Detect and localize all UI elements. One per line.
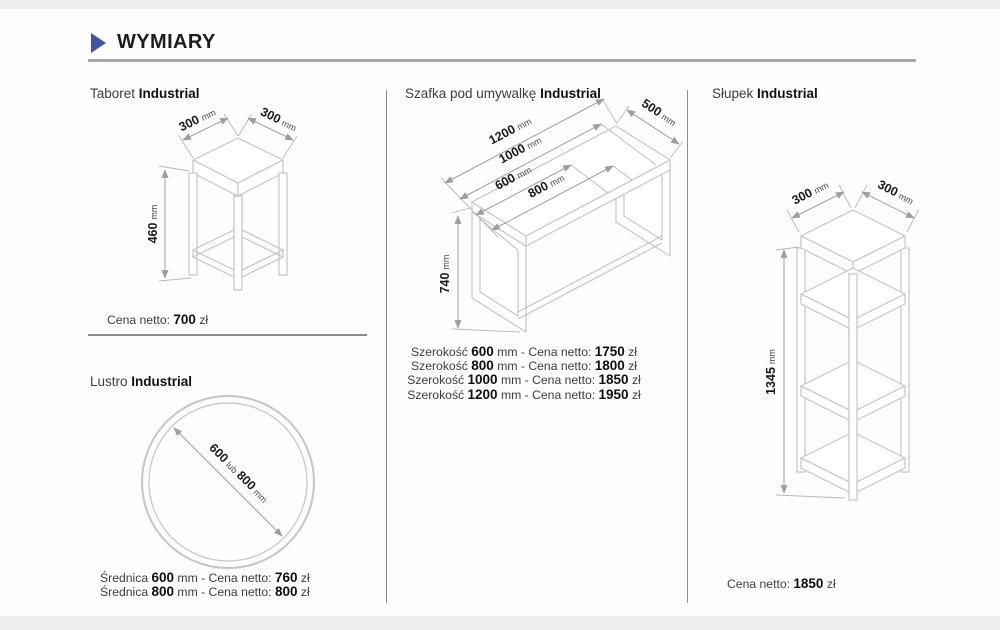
lustro-price-row: Średnica 600 mm - Cena netto: 760 zł (100, 570, 310, 585)
lustro-drawing (128, 388, 323, 578)
szafka-price-row: Szerokość 1000 mm - Cena netto: 1850 zł (407, 372, 641, 388)
left-column-separator (88, 334, 367, 336)
taboret-drawing (143, 106, 323, 306)
szafka-dim-1200: 1200mm (486, 116, 534, 148)
mirror-dimensions (174, 428, 282, 536)
taboret-dim-height: 460mm (146, 204, 160, 244)
taboret-dim-top-right: 300mm (258, 104, 298, 134)
szafka-price-list (405, 345, 643, 402)
page-title: WYMIARY (117, 31, 216, 53)
szafka-title: Szafka pod umywalkę Industrial (405, 86, 601, 101)
lustro-dim-diameter: 600lub800mm (206, 440, 270, 505)
szafka-dim-depth: 500mm (639, 96, 678, 129)
szafka-price-row: Szerokość 800 mm - Cena netto: 1800 zł (410, 358, 637, 374)
slupek-dim-top-right: 300mm (875, 177, 915, 207)
bottom-edge-strip (0, 616, 1000, 630)
taboret-title: Taboret Industrial (90, 86, 200, 101)
lustro-price-list (100, 571, 310, 599)
szafka-dim-600: 600mm (492, 164, 534, 193)
szafka-dim-1000: 1000mm (496, 135, 544, 167)
taboret-dim-top-left: 300mm (176, 107, 218, 135)
szafka-dim-height: 740mm (438, 254, 452, 294)
szafka-price-row: Szerokość 1200 mm - Cena netto: 1950 zł (407, 386, 641, 402)
szafka-dim-800: 800mm (525, 172, 567, 201)
slupek-drawing (740, 158, 960, 536)
lustro-title: Lustro Industrial (90, 374, 193, 389)
slupek-title: Słupek Industrial (712, 86, 818, 101)
taboret-price: Cena netto: 700 zł (107, 312, 209, 327)
stool-dimensions (146, 105, 299, 281)
szafka-price-row: Szerokość 600 mm - Cena netto: 1750 zł (410, 344, 637, 359)
lustro-price-row: Średnica 800 mm - Cena netto: 800 zł (100, 584, 310, 600)
column-shelf-outline (797, 210, 909, 500)
column-divider-left (386, 90, 387, 603)
header-arrow-icon (91, 33, 106, 53)
slupek-price: Cena netto: 1850 zł (727, 576, 836, 591)
header-rule (88, 59, 916, 62)
slupek-dim-height: 1345mm (764, 349, 778, 395)
slupek-dim-top-left: 300mm (789, 180, 831, 208)
stool-outline (189, 138, 287, 290)
top-edge-strip (0, 0, 1000, 9)
szafka-drawing (406, 96, 688, 346)
